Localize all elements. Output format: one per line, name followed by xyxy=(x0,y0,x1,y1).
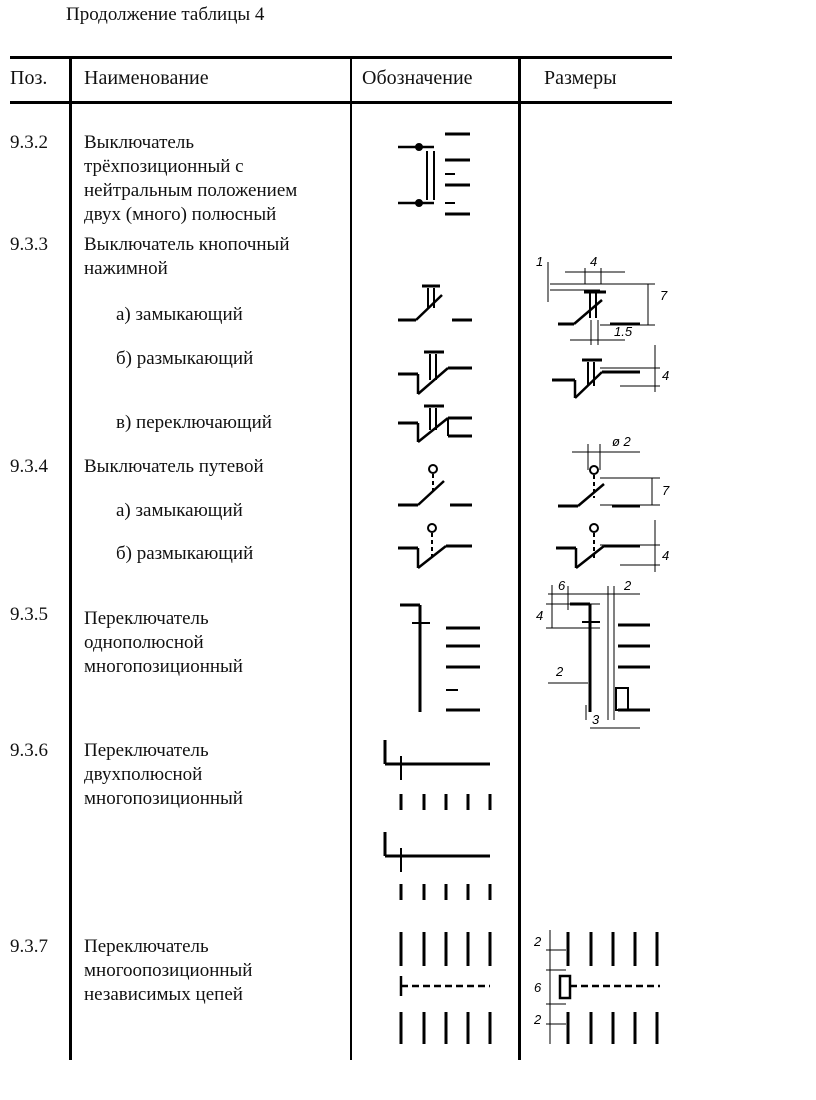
dim-label: 4 xyxy=(662,548,670,563)
name-line: трёхпозиционный с xyxy=(84,156,244,177)
name-line: многопозиционный xyxy=(84,788,243,809)
dim-label: 4 xyxy=(590,254,598,269)
name-line: двух (много) полюсный xyxy=(84,204,277,225)
symbol-push-button-changeover xyxy=(398,406,472,442)
name-line: однополюсной xyxy=(84,632,204,653)
symbol-two-pole-multiposition xyxy=(385,740,490,900)
symbol-independent-circuits-switch xyxy=(401,932,490,1044)
dim-label: 2 xyxy=(624,578,632,593)
table-caption: Продолжение таблицы 4 xyxy=(66,4,265,25)
dim-label: 7 xyxy=(662,483,670,498)
dims-independent-circuits-shapes xyxy=(560,932,660,1044)
dim-label: 4 xyxy=(536,608,544,623)
symbol-limit-switch-make xyxy=(398,465,472,505)
dim-label: 4 xyxy=(662,368,670,383)
name-line: Переключатель xyxy=(84,936,209,957)
dims-limit-switch-shapes xyxy=(556,466,640,568)
pos-9-3-7: 9.3.7 xyxy=(10,936,48,957)
symbol-push-button-break xyxy=(398,352,472,394)
sub-item: б) размыкающий xyxy=(116,543,254,564)
symbol-single-pole-multiposition xyxy=(400,605,480,712)
pos-9-3-5: 9.3.5 xyxy=(10,604,48,625)
header-pos: Поз. xyxy=(10,67,48,89)
dim-label: 1 xyxy=(536,254,544,269)
dim-label: 6 xyxy=(558,578,566,593)
dims-single-pole xyxy=(546,585,640,728)
pos-9-3-4: 9.3.4 xyxy=(10,456,48,477)
dim-label: 2 xyxy=(534,1012,542,1027)
dim-label: 7 xyxy=(660,288,668,303)
pos-9-3-6: 9.3.6 xyxy=(10,740,48,761)
name-line: Выключатель путевой xyxy=(84,456,264,477)
dims-single-pole-shapes xyxy=(570,604,650,712)
dim-label: ø 2 xyxy=(612,434,631,449)
symbol-push-button-make xyxy=(398,286,472,320)
name-line: двухполюсной xyxy=(84,764,203,785)
dim-label: 6 xyxy=(534,980,542,995)
name-line: Переключатель xyxy=(84,740,209,761)
dims-limit-switch xyxy=(572,444,660,572)
dim-label: 2 xyxy=(556,664,564,679)
header-symbol: Обозначение xyxy=(362,67,473,89)
name-line: Переключатель xyxy=(84,608,209,629)
dim-label: 1.5 xyxy=(614,324,633,339)
sub-item: а) замыкающий xyxy=(116,304,243,325)
symbol-limit-switch-break xyxy=(398,524,472,568)
name-line: Выключатель xyxy=(84,132,195,153)
header-name: Наименование xyxy=(84,67,209,89)
name-line: многопозиционный xyxy=(84,656,243,677)
sub-item: а) замыкающий xyxy=(116,500,243,521)
dim-label: 3 xyxy=(592,712,600,727)
dims-independent-circuits xyxy=(546,930,566,1044)
sub-item: б) размыкающий xyxy=(116,348,254,369)
pos-9-3-3: 9.3.3 xyxy=(10,234,48,255)
name-line: нажимной xyxy=(84,258,168,279)
header-dims: Размеры xyxy=(544,67,617,89)
pos-9-3-2: 9.3.2 xyxy=(10,132,48,153)
name-line: независимых цепей xyxy=(84,984,243,1005)
name-line: Выключатель кнопочный xyxy=(84,234,290,255)
sub-item: в) переключающий xyxy=(116,412,272,433)
dim-label: 2 xyxy=(534,934,542,949)
name-line: многоопозиционный xyxy=(84,960,253,981)
symbol-three-position-switch xyxy=(398,134,470,214)
name-line: нейтральным положением xyxy=(84,180,298,201)
dims-push-button-shapes xyxy=(552,292,640,398)
